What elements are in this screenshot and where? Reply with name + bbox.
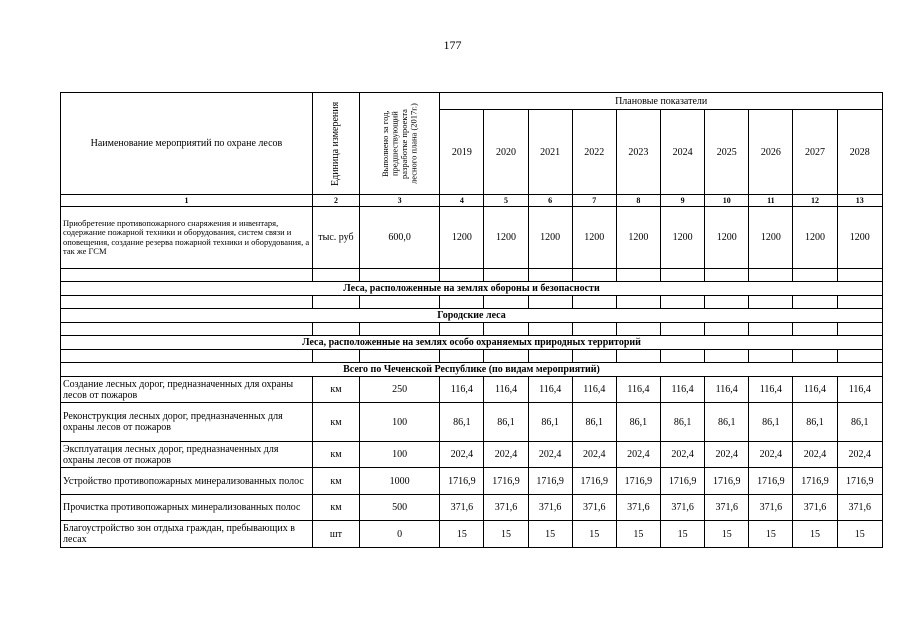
empty-cell [528,350,572,363]
row-value: 1716,9 [528,468,572,495]
row-value: 371,6 [661,495,705,521]
row-value: 202,4 [749,442,793,468]
row-done: 1000 [360,468,440,495]
empty-cell [528,323,572,336]
empty-cell [793,269,837,282]
row-unit: км [312,377,359,403]
row-value: 371,6 [837,495,882,521]
row-value: 1200 [661,207,705,269]
section-title: Городские леса [61,309,883,323]
empty-row [61,269,883,282]
empty-cell [616,323,660,336]
header-year: 2028 [837,110,882,195]
empty-cell [61,296,313,309]
row-value: 15 [484,521,528,548]
row-value: 371,6 [440,495,484,521]
row-value: 1716,9 [616,468,660,495]
row-value: 86,1 [616,403,660,442]
empty-cell [61,269,313,282]
empty-cell [837,296,882,309]
row-value: 202,4 [616,442,660,468]
header-name: Наименование мероприятий по охране лесов [61,93,313,195]
empty-cell [360,269,440,282]
row-value: 202,4 [661,442,705,468]
row-value: 202,4 [484,442,528,468]
row-unit: тыс. руб [312,207,359,269]
row-value: 116,4 [749,377,793,403]
column-number: 9 [661,195,705,207]
empty-cell [705,296,749,309]
row-value: 371,6 [572,495,616,521]
empty-cell [793,350,837,363]
row-value: 1200 [572,207,616,269]
empty-cell [749,296,793,309]
empty-row [61,350,883,363]
row-value: 1200 [705,207,749,269]
empty-cell [705,350,749,363]
row-unit: км [312,403,359,442]
empty-cell [572,269,616,282]
column-number: 8 [616,195,660,207]
row-value: 371,6 [484,495,528,521]
empty-cell [440,323,484,336]
empty-cell [837,269,882,282]
row-done: 600,0 [360,207,440,269]
row-value: 86,1 [661,403,705,442]
row-name: Приобретение противопожарного снаряжения и инвентаря, содержание пожарной техники и оборудования, систем связи и оповещения, создание резерва пожарной техники и оборудования, а так же ГСМ [61,207,313,269]
empty-cell [572,323,616,336]
row-done: 250 [360,377,440,403]
row-value: 1200 [837,207,882,269]
empty-cell [440,350,484,363]
row-value: 15 [528,521,572,548]
empty-cell [484,269,528,282]
empty-cell [484,350,528,363]
row-value: 116,4 [616,377,660,403]
row-unit: км [312,442,359,468]
row-value: 202,4 [793,442,837,468]
row-value: 1200 [484,207,528,269]
page-number: 177 [443,38,462,52]
row-value: 1716,9 [572,468,616,495]
column-number: 11 [749,195,793,207]
header-year: 2023 [616,110,660,195]
empty-cell [749,269,793,282]
row-value: 1716,9 [705,468,749,495]
header-year: 2024 [661,110,705,195]
empty-cell [661,350,705,363]
row-value: 116,4 [705,377,749,403]
header-year: 2019 [440,110,484,195]
empty-cell [749,323,793,336]
empty-cell [661,269,705,282]
row-value: 202,4 [837,442,882,468]
column-number: 6 [528,195,572,207]
empty-cell [705,269,749,282]
row-value: 116,4 [837,377,882,403]
table-row [61,521,883,548]
row-value: 202,4 [705,442,749,468]
row-unit: шт [312,521,359,548]
empty-cell [312,296,359,309]
empty-cell [528,296,572,309]
row-value: 1716,9 [440,468,484,495]
row-value: 86,1 [749,403,793,442]
row-value: 116,4 [528,377,572,403]
section-row [61,336,883,350]
header-year: 2022 [572,110,616,195]
section-row [61,309,883,323]
header-done: Выполнено за год, предшествующий разработке проекта лесного плана (2017г.) [360,93,440,195]
row-value: 15 [793,521,837,548]
empty-cell [312,323,359,336]
column-number: 3 [360,195,440,207]
row-value: 1716,9 [484,468,528,495]
row-value: 1200 [749,207,793,269]
section-title: Леса, расположенные на землях обороны и безопасности [61,282,883,296]
row-name: Устройство противопожарных минерализованных полос [61,468,313,495]
empty-cell [312,269,359,282]
column-number-row [61,195,883,207]
row-value: 1716,9 [749,468,793,495]
row-value: 1200 [440,207,484,269]
row-value: 86,1 [528,403,572,442]
row-value: 15 [661,521,705,548]
header-year: 2021 [528,110,572,195]
row-value: 371,6 [749,495,793,521]
row-value: 15 [440,521,484,548]
row-value: 116,4 [440,377,484,403]
row-value: 1200 [616,207,660,269]
row-value: 15 [572,521,616,548]
row-value: 86,1 [572,403,616,442]
row-unit: км [312,495,359,521]
empty-cell [572,350,616,363]
row-value: 15 [837,521,882,548]
row-value: 116,4 [661,377,705,403]
section-row [61,282,883,296]
empty-cell [616,350,660,363]
empty-cell [360,323,440,336]
empty-cell [749,350,793,363]
table-row [61,442,883,468]
row-value: 371,6 [793,495,837,521]
row-value: 15 [749,521,793,548]
column-number: 4 [440,195,484,207]
empty-cell [616,269,660,282]
empty-cell [837,323,882,336]
row-done: 500 [360,495,440,521]
row-value: 202,4 [440,442,484,468]
table-row [61,207,883,269]
row-value: 86,1 [793,403,837,442]
header-year: 2025 [705,110,749,195]
empty-cell [661,296,705,309]
table-row [61,468,883,495]
empty-cell [616,296,660,309]
empty-cell [484,296,528,309]
empty-cell [705,323,749,336]
empty-cell [61,323,313,336]
empty-row [61,296,883,309]
column-number: 13 [837,195,882,207]
column-number: 10 [705,195,749,207]
row-value: 1716,9 [793,468,837,495]
column-number: 12 [793,195,837,207]
row-value: 1200 [528,207,572,269]
row-value: 86,1 [837,403,882,442]
empty-cell [572,296,616,309]
row-value: 202,4 [572,442,616,468]
header-year: 2020 [484,110,528,195]
empty-row [61,323,883,336]
row-value: 15 [616,521,660,548]
header-year: 2027 [793,110,837,195]
table-row [61,403,883,442]
row-name: Создание лесных дорог, предназначенных для охраны лесов от пожаров [61,377,313,403]
empty-cell [837,350,882,363]
row-name: Прочистка противопожарных минерализованных полос [61,495,313,521]
row-value: 86,1 [440,403,484,442]
row-done: 100 [360,442,440,468]
row-value: 371,6 [616,495,660,521]
empty-cell [661,323,705,336]
empty-cell [440,296,484,309]
row-value: 15 [705,521,749,548]
row-value: 1716,9 [661,468,705,495]
section-title: Леса, расположенные на землях особо охраняемых природных территорий [61,336,883,350]
row-done: 100 [360,403,440,442]
table-row [61,377,883,403]
section-row [61,363,883,377]
header-unit: Единица измерения [312,93,359,195]
row-value: 1716,9 [837,468,882,495]
column-number: 5 [484,195,528,207]
empty-cell [484,323,528,336]
empty-cell [360,350,440,363]
row-name: Благоустройство зон отдыха граждан, пребывающих в лесах [61,521,313,548]
column-number: 1 [61,195,313,207]
row-done: 0 [360,521,440,548]
column-number: 7 [572,195,616,207]
row-name: Эксплуатация лесных дорог, предназначенных для охраны лесов от пожаров [61,442,313,468]
row-value: 371,6 [528,495,572,521]
row-unit: км [312,468,359,495]
header-planned: Плановые показатели [440,93,883,110]
row-value: 371,6 [705,495,749,521]
row-value: 116,4 [484,377,528,403]
empty-cell [528,269,572,282]
row-value: 116,4 [793,377,837,403]
column-number: 2 [312,195,359,207]
empty-cell [61,350,313,363]
empty-cell [793,296,837,309]
forest-protection-table [60,92,883,548]
row-value: 1200 [793,207,837,269]
table-row [61,495,883,521]
empty-cell [793,323,837,336]
row-value: 86,1 [484,403,528,442]
row-name: Реконструкция лесных дорог, предназначенных для охраны лесов от пожаров [61,403,313,442]
row-value: 202,4 [528,442,572,468]
section-title: Всего по Чеченской Республике (по видам мероприятий) [61,363,883,377]
empty-cell [440,269,484,282]
row-value: 86,1 [705,403,749,442]
header-year: 2026 [749,110,793,195]
empty-cell [312,350,359,363]
empty-cell [360,296,440,309]
row-value: 116,4 [572,377,616,403]
